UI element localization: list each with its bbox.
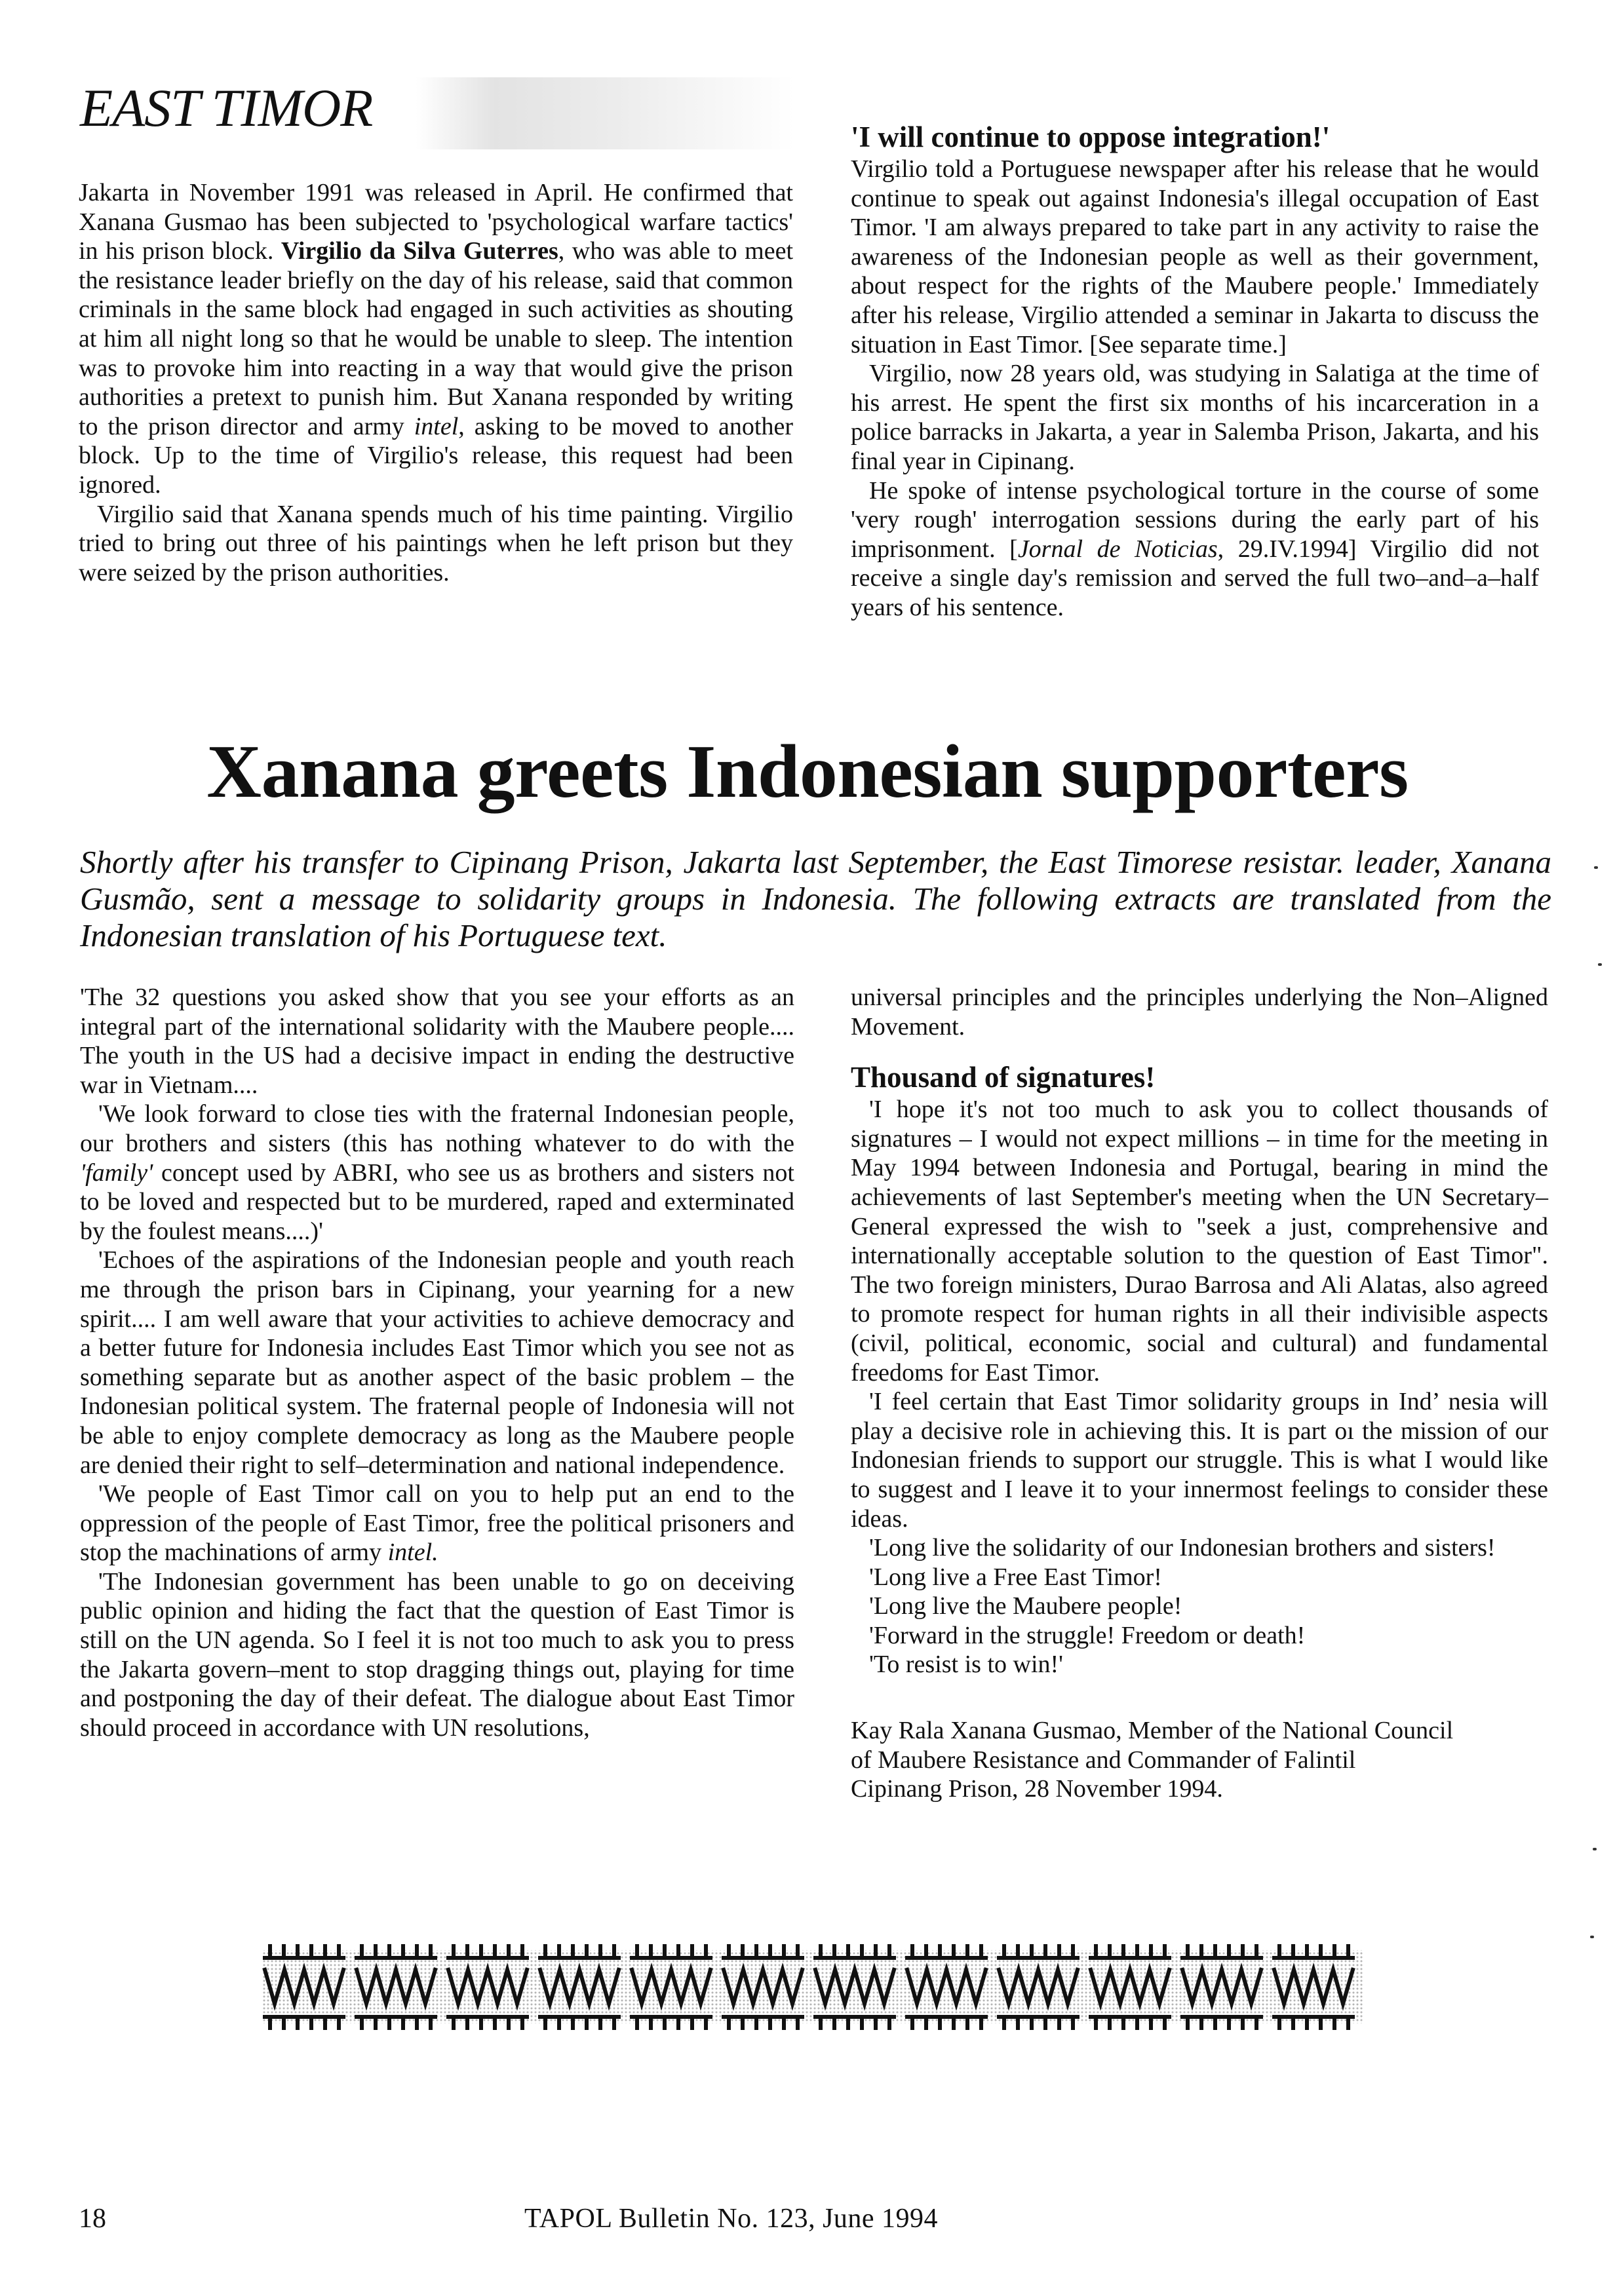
spacer: [851, 1041, 1548, 1061]
paragraph: Jakarta in November 1991 was released in April. He confirmed that Xanana Gusmao has been subjected to 'psychological warfare tactics' in his prison block. Virgilio da Silva Guterres, who was able to meet the resistance leader briefly on the day of his release, said that common criminals in the same block had engaged in such activities as shouting at him all night long so that he would be unable to sleep. The intention was to provoke him into reacting in a way that would give the prison authorities a pretext to punish him. But Xanana responded by writing to the prison director and army intel, asking to be moved to another block. Up to the time of Virgilio's release, this request had been ignored.: [79, 179, 793, 499]
paragraph: 'Long live a Free East Timor!: [869, 1563, 1162, 1591]
paragraph: Virgilio told a Portuguese newspaper after his release that he would continue to speak out against Indonesia's illegal occupation of East Timor. 'I am always prepared to take part in any activity to raise the awareness of the Indonesian people as well as their government, about respect for the rights of the Maubere people.' Immediately after his release, Virgilio attended a seminar in Jakarta to discuss the situation in East Timor. [See separate time.]: [851, 155, 1539, 358]
paragraph: universal principles and the principles underlying the Non–Aligned Movement.: [851, 984, 1548, 1041]
scan-speck: [1598, 963, 1602, 966]
paragraph: 'The Indonesian government has been unable to go on deceiving public opinion and hiding the fact that the question of East Timor is still on the UN agenda. So I feel it is not too much to ask you to press the Jakarta govern–ment to stop dragging things out, playing for time and postponing the day of their defeat. The dialogue about East Timor should proceed in accordance with UN resolutions,: [80, 1567, 794, 1742]
paragraph: 'Long live the solidarity of our Indonesian brothers and sisters!: [869, 1534, 1496, 1562]
paragraph: 'To resist is to win!': [869, 1651, 1064, 1679]
bottom-left-column: [80, 983, 794, 1742]
section-label: [80, 77, 794, 149]
page-number: 18: [79, 2204, 106, 2234]
paragraph: Virgilio said that Xanana spends much of his time painting. Virgilio tried to bring out three of his paintings when he left prison but they were seized by the prison authorities.: [79, 500, 793, 586]
scan-speck: [1593, 1848, 1597, 1850]
publication-line: TAPOL Bulletin No. 123, June 1994: [524, 2204, 939, 2234]
paragraph: 'We people of East Timor call on you to help put an end to the oppression of the people of East Timor, free the political prisoners and stop the machinations of army intel.: [80, 1480, 794, 1567]
top-left-column: [79, 178, 793, 587]
paragraph: 'We look forward to close ties with the fraternal Indonesian people, our brothers and sisters (this has nothing whatever to do with the 'family' concept used by ABRI, who see us as brothers and sisters not to be loved and respected but to be murdered, raped and exterminated by the foulest means....)': [80, 1100, 794, 1245]
section-label-text: EAST TIMOR: [80, 78, 373, 138]
subheading: 'I will continue to oppose integration!': [851, 121, 1331, 153]
standfirst: Shortly after his transfer to Cipinang Prison, Jakarta last September, the East Timorese resistar. leader, Xanana Gusmão, sent a message to solidarity groups in Indonesia. The following extracts are translated from the Indonesian translation of his Portuguese text.: [80, 844, 1551, 953]
top-right-column: [851, 121, 1539, 622]
headline: Xanana greets Indonesian supporters: [206, 730, 1409, 814]
paragraph: 'I feel certain that East Timor solidarity groups in Ind’ nesia will play a decisive role in achieving this. It is part oı the mission of our Indonesian friends to support our struggle. This is what I would like to suggest and I leave it to your innermost feelings to consider these ideas.: [851, 1388, 1548, 1533]
paragraph: 'Echoes of the aspirations of the Indonesian people and youth reach me through the prison bars in Cipinang, your yearning for a new spirit.... I am well aware that your activities to achieve democracy and a better future for Indonesia includes East Timor which you see not as something separate but as another aspect of the basic problem – the Indonesian political system. The fraternal people of Indonesia will not be able to enjoy complete democracy as long as the Maubere people are denied their right to self–determination and national independence.: [80, 1246, 794, 1479]
bottom-right-column: [851, 983, 1548, 1804]
sign-off: Kay Rala Xanana Gusmao, Member of the National Council of Maubere Resistance and Commander of Falintil Cipinang Prison, 28 November 1994.: [851, 1717, 1454, 1803]
paragraph: 'I hope it's not too much to ask you to collect thousands of signatures – I would not expect millions – in time for the meeting in May 1994 between Indonesia and Portugal, bearing in mind the achievements of last September's meeting when the UN Secretary–General expressed the wish to "seek a just, comprehensive and internationally acceptable solution to the question of East Timor". The two foreign ministers, Durao Barrosa and Ali Alatas, also agreed to promote respect for human rights in all their indivisible aspects (civil, political, economic, social and cultural) and fundamental freedoms for East Timor.: [851, 1096, 1548, 1387]
paragraph: 'Forward in the struggle! Freedom or death!: [869, 1621, 1306, 1649]
paragraph: He spoke of intense psychological torture in the course of some 'very rough' interrogation sessions during the early part of his imprisonment. [Jornal de Noticias, 29.IV.1994] Virgilio did not receive a single day's remission and served the full two–and–a–half years of his sentence.: [851, 476, 1539, 621]
scan-speck: [1590, 1936, 1594, 1938]
subheading: Thousand of signatures!: [851, 1061, 1156, 1094]
paragraph: Virgilio, now 28 years old, was studying in Salatiga at the time of his arrest. He spent the first six months of his incarceration in a police barracks in Jakarta, a year in Salemba Prison, Jakarta, and his final year in Cipinang.: [851, 360, 1539, 475]
scan-speck: [1594, 866, 1598, 869]
paragraph: 'Long live the Maubere people!: [869, 1592, 1182, 1620]
paragraph: 'The 32 questions you asked show that you see your efforts as an integral part of the international solidarity with the Maubere people.... The youth in the US had a decisive impact in ending the destructive war in Vietnam....: [80, 984, 794, 1099]
bold-name: Virgilio da Silva Guterres: [281, 237, 558, 265]
decorative-divider: [262, 1943, 1363, 2030]
